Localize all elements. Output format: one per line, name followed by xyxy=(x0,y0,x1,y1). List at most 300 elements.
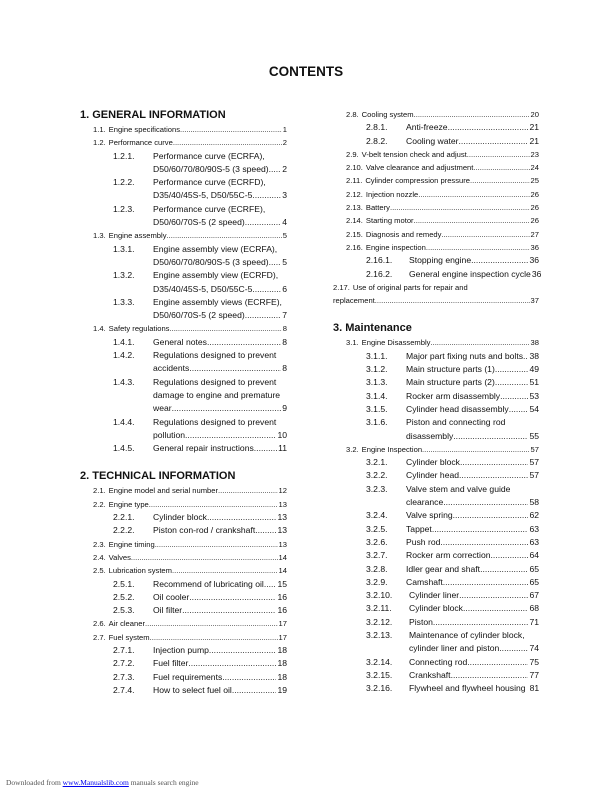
toc-line xyxy=(80,389,287,402)
page-number: 21 xyxy=(529,122,539,133)
toc-line xyxy=(80,684,287,697)
toc-line xyxy=(333,268,542,281)
dot-leader xyxy=(414,108,530,121)
toc-line xyxy=(333,602,539,615)
page-number: 13 xyxy=(278,499,287,509)
toc-entry[interactable] xyxy=(80,176,287,203)
dot-leader xyxy=(459,135,529,148)
entry-number: 3.1.5. xyxy=(366,403,388,414)
dot-leader xyxy=(467,148,530,161)
dot-leader xyxy=(470,174,530,187)
page-number: 63 xyxy=(529,523,539,534)
entry-title: Engine model and serial number xyxy=(108,486,219,496)
entry-title: Regulations designed to prevent xyxy=(153,416,277,427)
entry-number: 2.4. xyxy=(93,552,106,562)
toc-entry[interactable] xyxy=(80,524,287,537)
toc-entry[interactable] xyxy=(333,523,539,536)
entry-number: 1.4.2. xyxy=(113,350,135,361)
toc-entry[interactable] xyxy=(333,669,539,682)
dot-leader xyxy=(145,617,278,630)
toc-entry[interactable] xyxy=(80,269,287,296)
dot-leader xyxy=(390,201,530,214)
toc-entry[interactable] xyxy=(80,150,287,177)
toc-line xyxy=(80,309,287,322)
entry-number: 3.2. xyxy=(346,444,359,454)
dot-leader xyxy=(245,309,281,322)
toc-entry[interactable] xyxy=(80,229,287,242)
page-number: 51 xyxy=(529,377,539,388)
dot-leader xyxy=(440,536,528,549)
page-number: 14 xyxy=(278,566,287,576)
toc-line xyxy=(80,429,287,442)
entry-title: Recommend of lubricating oil xyxy=(153,578,264,589)
toc-entry[interactable] xyxy=(333,174,539,187)
toc-entry[interactable] xyxy=(333,350,539,363)
page-number: 5 xyxy=(282,256,287,267)
toc-line xyxy=(333,135,539,148)
entry-number: 2.12. xyxy=(346,189,363,199)
entry-number: 2.5.3. xyxy=(113,605,135,616)
toc-line xyxy=(333,376,539,389)
page-number: 13 xyxy=(277,512,287,523)
dot-leader xyxy=(182,604,276,617)
toc-entry[interactable] xyxy=(333,563,539,576)
entry-title: Valves xyxy=(108,552,131,562)
entry-title: Regulations designed to prevent xyxy=(153,376,277,387)
entry-title: Starting motor xyxy=(365,216,414,226)
toc-entry[interactable] xyxy=(80,657,287,670)
dot-leader xyxy=(480,563,528,576)
toc-entry[interactable] xyxy=(80,349,287,376)
page-number: 2 xyxy=(282,163,287,174)
toc-line xyxy=(333,656,539,669)
toc-entry[interactable] xyxy=(80,322,287,335)
entry-number: 1.2.2. xyxy=(113,177,135,188)
dot-leader xyxy=(443,576,529,589)
toc-entry[interactable] xyxy=(80,203,287,230)
entry-number: 2.8.2. xyxy=(366,135,388,146)
page-number: 57 xyxy=(529,457,539,468)
toc-entry[interactable] xyxy=(333,241,539,254)
toc-line xyxy=(80,442,287,455)
toc-entry[interactable] xyxy=(80,578,287,591)
toc-entry[interactable] xyxy=(333,254,539,267)
toc-entry[interactable] xyxy=(333,469,539,482)
page-number: 10 xyxy=(277,429,287,440)
toc-entry[interactable] xyxy=(333,443,539,456)
toc-entry[interactable] xyxy=(333,589,539,602)
toc-line xyxy=(333,523,539,536)
toc-line xyxy=(333,350,539,363)
page-number: 7 xyxy=(282,310,287,321)
page-number: 11 xyxy=(278,443,287,454)
toc-entry[interactable] xyxy=(80,484,287,497)
entry-number: 2.9. xyxy=(346,149,359,159)
toc-line xyxy=(80,402,287,415)
toc-entry[interactable] xyxy=(80,591,287,604)
toc-line xyxy=(80,203,287,216)
entry-title: Performance curve (ECRFE), xyxy=(153,203,266,214)
toc-line xyxy=(80,551,287,564)
page-number: 8 xyxy=(282,324,287,334)
toc-entry[interactable] xyxy=(333,135,539,148)
entry-number: 3.1.3. xyxy=(366,377,388,388)
page-number: 67 xyxy=(529,590,539,601)
entry-number: 2.7.2. xyxy=(113,658,135,669)
dot-leader xyxy=(430,336,529,349)
page-number: 6 xyxy=(282,283,287,294)
entry-number: 3.1.4. xyxy=(366,390,388,401)
dot-leader xyxy=(207,336,281,349)
entry-title-cont: disassembly xyxy=(406,430,454,441)
page-number: 18 xyxy=(277,644,287,655)
entry-title: Flywheel and flywheel housing xyxy=(409,683,526,694)
entry-number: 3.2.2. xyxy=(366,470,388,481)
toc-entry[interactable] xyxy=(80,336,287,349)
dot-leader xyxy=(463,602,528,615)
dot-leader xyxy=(188,657,276,670)
dot-leader xyxy=(180,123,282,136)
entry-title: Engine assembly xyxy=(108,231,167,241)
entry-title: Valve spring xyxy=(406,510,453,521)
toc-line xyxy=(80,376,287,389)
entry-number: 1.4.1. xyxy=(113,336,135,347)
entry-title: Connecting rod xyxy=(409,656,468,667)
toc-line xyxy=(333,148,539,161)
entry-title-cont: pollution xyxy=(153,429,186,440)
entry-title: Stopping engine xyxy=(409,255,472,266)
toc-entry[interactable] xyxy=(80,604,287,617)
toc-entry[interactable] xyxy=(333,509,539,522)
entry-title: Engine assembly view (ECRFD), xyxy=(153,270,279,281)
entry-title: Battery xyxy=(365,203,390,213)
dot-leader xyxy=(471,254,528,267)
dot-leader xyxy=(169,322,281,335)
toc-line xyxy=(80,631,287,644)
toc-line xyxy=(333,589,539,602)
entry-title-cont: replacement xyxy=(333,296,375,306)
page-number: 27 xyxy=(530,229,539,239)
toc-entry[interactable] xyxy=(80,671,287,684)
entry-number: 1.3. xyxy=(93,231,106,241)
entry-title: Cylinder block xyxy=(409,603,463,614)
toc-entry[interactable] xyxy=(333,536,539,549)
dot-leader xyxy=(422,443,530,456)
toc-entry[interactable] xyxy=(333,201,539,214)
dot-leader xyxy=(460,456,528,469)
toc-line xyxy=(80,564,287,577)
toc-line xyxy=(333,201,539,214)
toc-line xyxy=(80,243,287,256)
entry-title: Injection nozzle xyxy=(365,189,419,199)
dot-leader xyxy=(495,363,529,376)
toc-line xyxy=(333,430,539,443)
page-number: 24 xyxy=(530,163,539,173)
entry-title-cont: D35/40/45S-5, D50/55C-5 xyxy=(153,283,253,294)
toc-entry[interactable] xyxy=(333,629,539,656)
entry-number: 2.2.2. xyxy=(113,525,135,536)
toc-entry[interactable] xyxy=(333,483,539,510)
toc-entry[interactable] xyxy=(80,684,287,697)
page-number: 5 xyxy=(282,231,287,241)
dot-leader xyxy=(254,442,277,455)
dot-leader xyxy=(448,121,529,134)
dot-leader xyxy=(207,511,276,524)
toc-line xyxy=(80,524,287,537)
toc-line xyxy=(80,604,287,617)
entry-number: 3.1.1. xyxy=(366,350,388,361)
toc-entry[interactable] xyxy=(333,682,539,695)
dot-leader xyxy=(441,228,529,241)
page-number: 12 xyxy=(278,486,287,496)
entry-title: Cylinder block xyxy=(153,512,207,523)
toc-entry[interactable] xyxy=(333,148,539,161)
toc-entry[interactable] xyxy=(80,123,287,136)
entry-number: 2.16.2. xyxy=(366,268,393,279)
toc-entry[interactable] xyxy=(80,564,287,577)
section-heading: 2. TECHNICAL INFORMATION xyxy=(80,470,236,483)
toc-entry[interactable] xyxy=(333,336,539,349)
toc-entry[interactable] xyxy=(333,403,539,416)
page-number: 1 xyxy=(282,125,287,134)
page-number: 16 xyxy=(277,591,287,602)
entry-title: Rocker arm disassembly xyxy=(406,390,501,401)
entry-title: Performance curve (ECRFD), xyxy=(153,177,266,188)
page-number: 13 xyxy=(278,539,287,549)
dot-leader xyxy=(252,189,281,202)
page-number: 65 xyxy=(529,563,539,574)
page-number: 20 xyxy=(530,110,539,119)
toc-line xyxy=(80,296,287,309)
toc-column-left xyxy=(80,108,287,697)
toc-entry[interactable] xyxy=(333,602,539,615)
entry-title: Engine specifications xyxy=(108,125,181,134)
page-number: 58 xyxy=(529,497,539,508)
dot-leader xyxy=(155,538,278,551)
toc-line xyxy=(80,336,287,349)
entry-title: Crankshaft xyxy=(409,669,451,680)
toc-entry[interactable] xyxy=(80,511,287,524)
toc-line xyxy=(333,254,539,267)
entry-number: 3.2.4. xyxy=(366,510,388,521)
entry-title: Oil cooler xyxy=(153,591,190,602)
entry-title: Engine timing xyxy=(108,539,155,549)
toc-line xyxy=(333,281,539,294)
toc-entry[interactable] xyxy=(80,243,287,270)
dot-leader xyxy=(426,241,530,254)
entry-title: Engine Inspection xyxy=(361,444,423,454)
entry-title-cont: D50/60/70/80/90S-5 (3 speed) xyxy=(153,256,269,267)
entry-number: 1.1. xyxy=(93,125,106,134)
dot-leader xyxy=(443,496,528,509)
toc-entry[interactable] xyxy=(333,576,539,589)
toc-entry[interactable] xyxy=(80,136,287,149)
entry-title: Diagnosis and remedy xyxy=(365,229,442,239)
entry-number: 3.2.8. xyxy=(366,563,388,574)
page-number: 8 xyxy=(282,363,287,374)
toc-line xyxy=(80,362,287,375)
toc-entry[interactable] xyxy=(333,656,539,669)
entry-title: Fuel system xyxy=(108,632,150,642)
entry-title: Major part fixing nuts and bolts xyxy=(406,350,524,361)
page-number: 16 xyxy=(277,605,287,616)
toc-entry[interactable] xyxy=(80,376,287,416)
entry-number: 1.4.3. xyxy=(113,376,135,387)
toc-entry[interactable] xyxy=(333,108,539,121)
page-number: 4 xyxy=(282,217,287,228)
toc-line xyxy=(333,416,539,429)
toc-entry[interactable] xyxy=(333,390,539,403)
page-number: 54 xyxy=(529,403,539,414)
toc-entry[interactable] xyxy=(333,188,539,201)
dot-leader xyxy=(491,549,529,562)
dot-leader xyxy=(172,402,282,415)
page-number: 68 xyxy=(529,603,539,614)
entry-title: Regulations designed to prevent xyxy=(153,350,277,361)
entry-title: Oil filter xyxy=(153,605,183,616)
entry-title: Engine type xyxy=(108,499,149,509)
entry-title: Cylinder head xyxy=(406,470,460,481)
entry-number: 1.4. xyxy=(93,324,106,334)
toc-line xyxy=(80,256,287,269)
entry-number: 2.5. xyxy=(93,566,106,576)
entry-title: Engine assembly views (ECRFE), xyxy=(153,296,282,307)
entry-title: Air cleaner xyxy=(108,619,145,629)
toc-entry[interactable] xyxy=(80,442,287,455)
page-number: 36 xyxy=(530,242,539,252)
entry-title: Main structure parts (1) xyxy=(406,364,495,375)
entry-title: Cylinder liner xyxy=(409,590,460,601)
toc-entry[interactable] xyxy=(80,296,287,323)
toc-line xyxy=(333,629,539,642)
toc-entry[interactable] xyxy=(333,363,539,376)
toc-line xyxy=(80,150,287,163)
toc-line xyxy=(80,416,287,429)
page-number: 14 xyxy=(278,552,287,562)
toc-line xyxy=(333,336,539,349)
entry-number: 1.4.5. xyxy=(113,443,135,454)
dot-leader xyxy=(269,163,282,176)
entry-number: 3.2.3. xyxy=(366,483,388,494)
dot-leader xyxy=(150,631,278,644)
page-number: 26 xyxy=(530,216,539,226)
page-number: 3 xyxy=(282,190,287,201)
entry-number: 2.5.2. xyxy=(113,591,135,602)
page-number: 75 xyxy=(529,656,539,667)
toc-entry[interactable] xyxy=(333,121,539,134)
page-number: 15 xyxy=(277,578,287,589)
toc-line xyxy=(333,443,539,456)
entry-title: Piston and connecting rod xyxy=(406,417,506,428)
toc-entry[interactable] xyxy=(80,617,287,630)
entry-title: Maintenance of cylinder block, xyxy=(409,629,525,640)
page-number: 63 xyxy=(529,536,539,547)
toc-line xyxy=(333,563,539,576)
page-number: 57 xyxy=(530,444,539,454)
toc-line xyxy=(333,241,539,254)
entry-title: How to select fuel oil xyxy=(153,684,232,695)
toc-line xyxy=(80,283,287,296)
dot-leader xyxy=(167,229,282,242)
entry-number: 3.2.12. xyxy=(366,616,393,627)
page-number: 74 xyxy=(529,643,539,654)
entry-number: 3.2.11. xyxy=(366,603,392,614)
dot-leader xyxy=(500,390,528,403)
page-number: 21 xyxy=(529,135,539,146)
entry-number: 2.7.4. xyxy=(113,684,135,695)
toc-entry[interactable] xyxy=(333,228,539,241)
toc-line xyxy=(80,189,287,202)
toc-entry[interactable] xyxy=(80,498,287,511)
manualslib-link[interactable]: www.Manualslib.com xyxy=(62,778,129,787)
dot-leader xyxy=(232,684,277,697)
toc-line xyxy=(333,294,539,307)
dot-leader xyxy=(495,376,529,389)
toc-line xyxy=(80,498,287,511)
dot-leader xyxy=(245,216,281,229)
entry-title: Lubrication system xyxy=(108,566,172,576)
footer-prefix: Downloaded from xyxy=(6,778,61,787)
page-number: 38 xyxy=(529,350,539,361)
toc-entry[interactable] xyxy=(80,416,287,443)
entry-number: 3.1.6. xyxy=(366,417,388,428)
toc-entry[interactable] xyxy=(80,631,287,644)
toc-line xyxy=(80,349,287,362)
page-number: 8 xyxy=(282,336,287,347)
entry-number: 1.2.3. xyxy=(113,203,135,214)
dot-leader xyxy=(185,429,276,442)
toc-line xyxy=(333,390,539,403)
entry-number: 2.8. xyxy=(346,110,359,119)
entry-number: 2.7.3. xyxy=(113,671,135,682)
toc-line xyxy=(333,642,539,655)
entry-title: Engine assembly view (ECRFA), xyxy=(153,243,278,254)
toc-entry[interactable] xyxy=(333,549,539,562)
toc-line xyxy=(80,229,287,242)
entry-title-cont: wear xyxy=(153,403,172,414)
toc-line xyxy=(333,121,539,134)
entry-number: 3.1. xyxy=(346,338,359,348)
toc-entry[interactable] xyxy=(333,616,539,629)
footer xyxy=(6,778,199,787)
toc-entry[interactable] xyxy=(333,161,539,174)
toc-entry[interactable] xyxy=(333,281,539,308)
toc-entry[interactable] xyxy=(80,644,287,657)
toc-entry[interactable] xyxy=(333,416,539,443)
dot-leader xyxy=(509,403,529,416)
entry-title: Valve stem and valve guide xyxy=(406,483,511,494)
entry-title: Cooling water xyxy=(406,135,459,146)
toc-line xyxy=(333,682,539,695)
entry-title-cont: D50/60/70S-5 (2 speed) xyxy=(153,217,245,228)
page-number: 13 xyxy=(277,525,287,536)
entry-number: 2.16. xyxy=(346,242,363,252)
toc-line xyxy=(80,163,287,176)
entry-title-cont: clearance xyxy=(406,497,444,508)
toc-entry[interactable] xyxy=(80,551,287,564)
toc-entry[interactable] xyxy=(333,214,539,227)
dot-leader xyxy=(209,644,277,657)
toc-entry[interactable] xyxy=(80,538,287,551)
toc-entry[interactable] xyxy=(333,456,539,469)
dot-leader xyxy=(172,564,278,577)
page-number: 36 xyxy=(531,268,542,279)
entry-title-cont: D50/60/70/80/90S-5 (3 speed) xyxy=(153,163,269,174)
page-number: 81 xyxy=(529,683,540,694)
entry-number: 2.5.1. xyxy=(113,578,135,589)
toc-entry[interactable] xyxy=(333,268,542,281)
toc-entry[interactable] xyxy=(333,376,539,389)
